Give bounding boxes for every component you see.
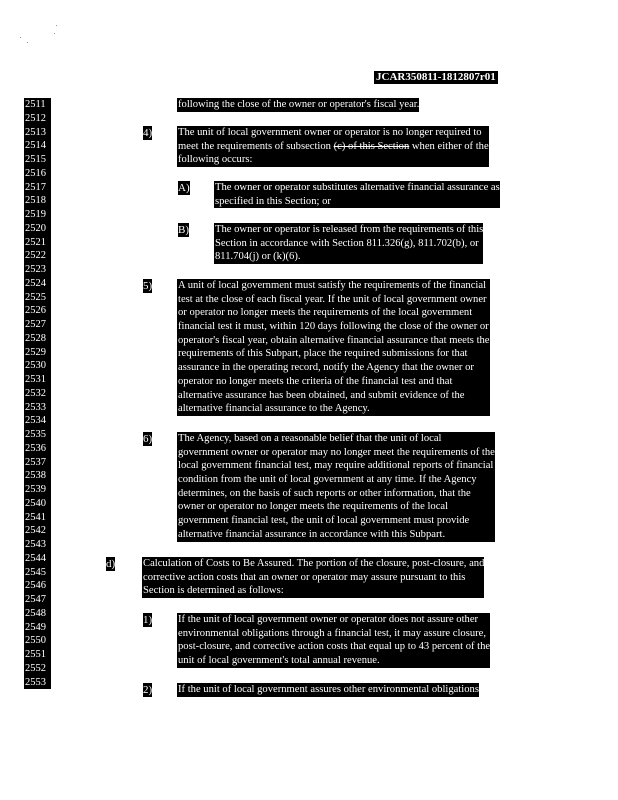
line-number: 2512 [24, 112, 51, 126]
item-label-6: 6) [143, 433, 153, 445]
item-label-5: 5) [143, 280, 153, 292]
text-line: or operator no longer meets the requirements of the local government [177, 306, 490, 320]
paragraph-d [142, 557, 484, 598]
line-number: 2548 [24, 607, 51, 621]
text-line: financial test it must, within 120 days following the close of the owner or [178, 321, 489, 333]
line-number: 2531 [24, 373, 51, 387]
line-number-column [24, 98, 51, 689]
line-number: 2536 [24, 442, 51, 456]
text-line: If the unit of local government owner or operator does not assure other [177, 613, 490, 627]
line-number: 2540 [24, 497, 51, 511]
line-number: 2543 [24, 538, 51, 552]
text-line: following occurs: [177, 153, 489, 167]
item-label-2: 2) [143, 684, 153, 696]
text-line: unit of local government's total annual revenue. [177, 654, 490, 668]
text-line: government owner or operator may no longer meet the requirements of the [178, 446, 495, 458]
text-line: assurance in the operating record, notify the Agency that the owner or [177, 361, 490, 375]
item-label-d: d) [106, 558, 116, 570]
line-number: 2514 [24, 139, 51, 153]
text-line: government financial test, the unit of local government must provide [177, 514, 495, 528]
scan-specks [18, 22, 68, 52]
paragraph-continuation [177, 98, 419, 112]
line-number: 2549 [24, 621, 51, 635]
text-line: determines, on the basis of such reports or other information, that the [177, 487, 495, 501]
text-line: corrective action costs that an owner or operator may assure pursuant to this [142, 571, 484, 585]
text-line: The Agency, based on a reasonable belief that the unit of local [177, 432, 495, 446]
line-number: 2535 [24, 428, 51, 442]
line-number: 2544 [24, 552, 51, 566]
line-number: 2516 [24, 167, 51, 181]
line-number: 2537 [24, 456, 51, 470]
text-line: Calculation of Costs to Be Assured. The portion of the closure, post-closure, and [143, 558, 485, 569]
line-number: 2545 [24, 566, 51, 580]
text-line: local government financial test, may require additional reports of financial [178, 460, 494, 472]
struck-text: (c) of this Section [333, 140, 410, 152]
line-number: 2533 [24, 401, 51, 415]
line-number: 2523 [24, 263, 51, 277]
text-line: A unit of local government must satisfy the requirements of the financial [177, 279, 490, 293]
text-line: operator no longer meets the criteria of the financial test and that [177, 375, 490, 389]
line-number: 2518 [24, 194, 51, 208]
line-number: 2550 [24, 634, 51, 648]
paragraph-5 [177, 279, 490, 416]
paragraph-B [214, 223, 483, 264]
text-line: Section in accordance with Section 811.326(g), 811.702(b), or [214, 237, 483, 251]
item-label-1: 1) [143, 614, 153, 626]
line-number: 2526 [24, 304, 51, 318]
text-line: alternative financial assurance to the Agency. [177, 402, 490, 416]
text-line: Section is determined as follows: [142, 584, 484, 598]
text-line: 811.704(j) or (k)(6). [214, 250, 483, 264]
text-line: If the unit of local government assures other environmental obligations [178, 684, 479, 695]
line-number: 2541 [24, 511, 51, 525]
line-number: 2534 [24, 414, 51, 428]
text-line: specified in this Section; or [214, 195, 500, 209]
text-line: environmental obligations through a financial test, it may assure closure, [177, 627, 490, 641]
line-number: 2513 [24, 126, 51, 140]
text-line: The unit of local government owner or operator is no longer required to [177, 126, 489, 140]
line-number: 2515 [24, 153, 51, 167]
paragraph-4 [177, 126, 489, 167]
line-number: 2522 [24, 249, 51, 263]
line-number: 2551 [24, 648, 51, 662]
document-id: JCAR350811-1812807r01 [376, 71, 496, 83]
line-number: 2519 [24, 208, 51, 222]
line-number: 2530 [24, 359, 51, 373]
line-number: 2552 [24, 662, 51, 676]
paragraph-6 [177, 432, 495, 542]
text-line: meet the requirements of subsection (c) of this Section when either of the [178, 140, 489, 152]
text-line: owner or operator no longer meets the requirements of the local [177, 500, 495, 514]
item-label-A: A) [178, 182, 190, 194]
line-number: 2524 [24, 277, 51, 291]
text-line: post-closure, and corrective action costs that equal up to 43 percent of the [178, 641, 491, 653]
line-number: 2547 [24, 593, 51, 607]
line-number: 2538 [24, 469, 51, 483]
text-line: The owner or operator substitutes alternative financial assurance as [215, 182, 500, 193]
line-number: 2529 [24, 346, 51, 360]
line-number: 2542 [24, 524, 51, 538]
text-line: following the close of the owner or operator's fiscal year. [178, 99, 420, 110]
text-line: alternative financial assurance in accordance with this Subpart. [177, 528, 495, 542]
line-number: 2511 [24, 98, 51, 112]
line-number: 2525 [24, 291, 51, 305]
text-line: The owner or operator is released from the requirements of this [215, 224, 484, 235]
line-number: 2517 [24, 181, 51, 195]
paragraph-A [214, 181, 500, 208]
text-line: test at the close of each fiscal year. If the unit of local government owner [177, 293, 490, 307]
line-number: 2546 [24, 579, 51, 593]
text-line: condition from the unit of local government at any time. If the Agency [177, 473, 495, 487]
text-line: alternative assurance has been obtained, and submit evidence of the [177, 389, 490, 403]
line-number: 2532 [24, 387, 51, 401]
item-label-4: 4) [143, 127, 153, 139]
line-number: 2527 [24, 318, 51, 332]
text-line: operator's fiscal year, obtain alternative financial assurance that meets the [178, 334, 490, 346]
text-line: requirements of this Subpart, place the required submissions for that [177, 347, 490, 361]
paragraph-2 [177, 683, 479, 697]
line-number: 2539 [24, 483, 51, 497]
paragraph-1 [177, 613, 490, 668]
line-number: 2520 [24, 222, 51, 236]
line-number: 2553 [24, 676, 51, 690]
item-label-B: B) [178, 224, 189, 236]
line-number: 2528 [24, 332, 51, 346]
line-number: 2521 [24, 236, 51, 250]
